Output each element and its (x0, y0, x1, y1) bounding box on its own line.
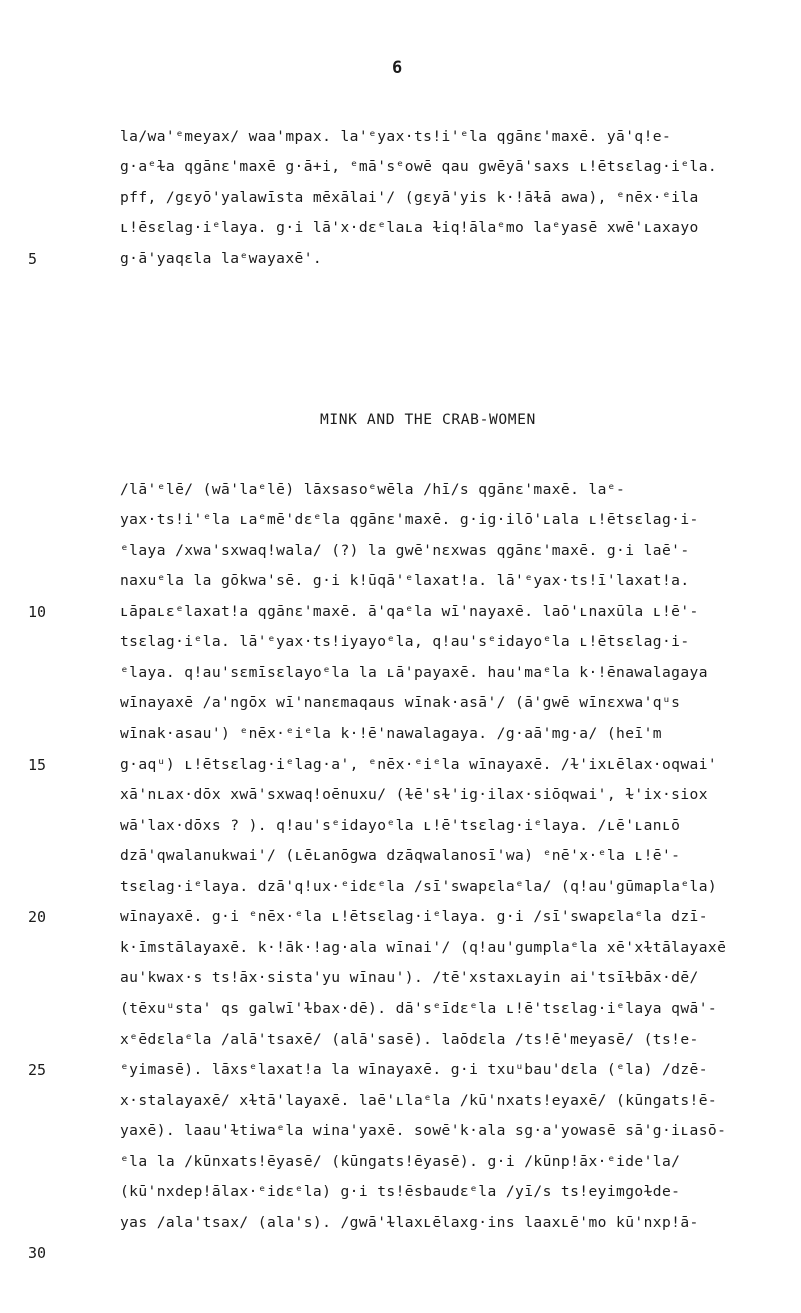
text-line: au'kwax·s ts!āx·sista'yu wīnau'). /tē'xstaxʟayin ai'tsīɫbāx·dē/ (120, 969, 699, 986)
line-number: 20 (28, 908, 47, 926)
text-line: ᵉlaya /xwa'sxwaq!wala/ (?) la gwē'nɛxwas qgānɛ'maxē. g·i laē'- (120, 542, 690, 559)
text-line: k·īmstālayaxē. k·!āk·!ag·ala wīnai'/ (q!au'gumplaᵉla xē'xɫtālayaxē (120, 939, 727, 956)
text-line: naxuᵉla la gōkwa'sē. g·i k!ūqā'ᵉlaxat!a. lā'ᵉyax·ts!ī'laxat!a. (120, 572, 690, 589)
text-line: xā'nʟax·dōx xwā'sxwaq!oēnuxu/ (ɫē'sɫ'ig·ilax·siōqwai', ɫ'ix·siox (120, 786, 708, 803)
page-number: 6 (392, 58, 403, 78)
line-number: 10 (28, 603, 47, 621)
text-line: pff, /gɛyō'yalawīsta mēxālai'/ (gɛyā'yis k·!āɫā awa), ᵉnēx·ᵉila (120, 189, 699, 206)
text-line: yax·ts!i'ᵉla ʟaᵉmē'dɛᵉla qgānɛ'maxē. g·ig·ilō'ʟala ʟ!ētsɛlag·i- (120, 511, 699, 528)
text-line: tsɛlag·iᵉla. lā'ᵉyax·ts!iyayoᵉla, q!au'sᵉidayoᵉla ʟ!ētsɛlag·i- (120, 633, 690, 650)
text-line: g·aᵉɫa qgānɛ'maxē g·ā+i, ᵉmā'sᵉowē qau gwēyā'saxs ʟ!ētsɛlag·iᵉla. (120, 158, 718, 175)
text-line: (tēxuᵘsta' qs galwī'ɫbax·dē). dā'sᵉīdɛᵉla ʟ!ē'tsɛlag·iᵉlaya qwā'- (120, 1000, 718, 1017)
line-number: 5 (28, 250, 38, 268)
text-line: dzā'qwalanukwai'/ (ʟēʟanōgwa dzāqwalanosī'wa) ᵉnē'x·ᵉla ʟ!ē'- (120, 847, 681, 864)
text-line: yas /ala'tsax/ (ala's). /gwā'ɫlaxʟēlaxg·ins laaxʟē'mo kū'nxp!ā- (120, 1214, 699, 1231)
text-line: wīnayaxē /a'ngōx wī'nanɛmaqaus wīnak·asā'/ (ā'gwē wīnɛxwa'qᵘs (120, 694, 681, 711)
text-line: wīnak·asau') ᵉnēx·ᵉiᵉla k·!ē'nawalagaya. /g·aā'mg·a/ (heī'm (120, 725, 662, 742)
text-line: ʟ!ēsɛlag·iᵉlaya. g·i lā'x·dɛᵉlaʟa ɫiq!ālaᵉmo laᵉyasē xwē'ʟaxayo (120, 219, 699, 236)
line-number: 15 (28, 756, 47, 774)
text-line: la/wa'ᵉmeyax/ waa'mpax. la'ᵉyax·ts!i'ᵉla qgānɛ'maxē. yā'q!e- (120, 128, 672, 145)
section-title: MINK AND THE CRAB-WOMEN (320, 411, 536, 428)
text-line: /lā'ᵉlē/ (wā'laᵉlē) lāxsasoᵉwēla /hī/s qgānɛ'maxē. laᵉ- (120, 481, 626, 498)
line-number: 25 (28, 1061, 47, 1079)
text-line: wā'lax·dōxs ? ). q!au'sᵉidayoᵉla ʟ!ē'tsɛlag·iᵉlaya. /ʟē'ʟanʟō (120, 817, 681, 834)
line-number: 30 (28, 1244, 47, 1262)
text-line: tsɛlag·iᵉlaya. dzā'q!ux·ᵉidɛᵉla /sī'swapɛlaᵉla/ (q!au'gūmaplaᵉla) (120, 878, 718, 895)
text-line: ᵉyimasē). lāxsᵉlaxat!a la wīnayaxē. g·i txuᵘbau'dɛla (ᵉla) /dzē- (120, 1061, 708, 1078)
text-line: g·ā'yaqɛla laᵉwayaxē'. (120, 250, 323, 267)
text-line: xᵉēdɛlaᵉla /alā'tsaxē/ (alā'sasē). laōdɛla /ts!ē'meyasē/ (ts!e- (120, 1031, 699, 1048)
text-line: (kū'nxdep!ālax·ᵉidɛᵉla) g·i ts!ēsbaudɛᵉla /yī/s ts!eyimgoɫde- (120, 1183, 681, 1200)
text-line: ᵉla la /kūnxats!ēyasē/ (kūngats!ēyasē). g·i /kūnp!āx·ᵉide'la/ (120, 1153, 681, 1170)
text-line: wīnayaxē. g·i ᵉnēx·ᵉla ʟ!ētsɛlag·iᵉlaya. g·i /sī'swapɛlaᵉla dzī- (120, 908, 708, 925)
text-line: ᵉlaya. q!au'sɛmīsɛlayoᵉla la ʟā'payaxē. hau'maᵉla k·!ēnawalagaya (120, 664, 708, 681)
text-line: g·aqᵘ) ʟ!ētsɛlag·iᵉlag·a', ᵉnēx·ᵉiᵉla wīnayaxē. /ɫ'ixʟēlax·oqwai' (120, 756, 718, 773)
text-line: yaxē). laau'ɫtiwaᵉla wina'yaxē. sowē'k·ala sg·a'yowasē sā'g·iʟasō- (120, 1122, 727, 1139)
text-line: x·stalayaxē/ xɫtā'layaxē. laē'ʟlaᵉla /kū'nxats!eyaxē/ (kūngats!ē- (120, 1092, 718, 1109)
text-line: ʟāpaʟɛᵉlaxat!a qgānɛ'maxē. ā'qaᵉla wī'nayaxē. laō'ʟnaxūla ʟ!ē'- (120, 603, 699, 620)
